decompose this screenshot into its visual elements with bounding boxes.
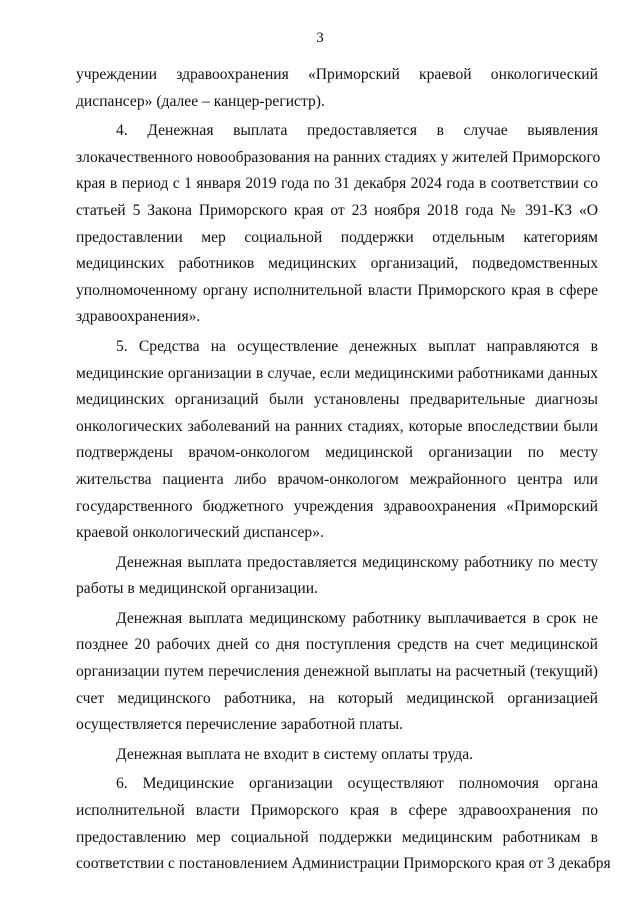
text-line: медицинские организации в случае, если медицинскими работниками данных — [76, 364, 598, 382]
text-line: краевой онкологический диспансер». — [76, 524, 324, 542]
text-line: онкологических заболеваний на ранних стадиях, которые впоследствии были — [76, 417, 598, 435]
text-line: осуществляется перечисление заработной платы. — [76, 716, 404, 734]
text-line: медицинских организаций были установлены предварительные диагнозы — [76, 391, 598, 409]
text-line: медицинских работников медицинских организаций, подведомственных — [76, 255, 598, 273]
text-line: подтверждены врачом-онкологом медицинской организации по месту — [76, 444, 598, 462]
text-line: исполнительной власти Приморского края в сфере здравоохранения по — [76, 802, 598, 820]
text-line: Денежная выплата предоставляется медицинскому работнику по месту — [116, 553, 598, 571]
text-line: государственного бюджетного учреждения здравоохранения «Приморский — [76, 497, 598, 515]
text-line: уполномоченному органу исполнительной власти Приморского края в сфере — [76, 281, 598, 299]
paragraph — [76, 334, 598, 547]
paragraph — [76, 550, 598, 603]
text-line: диспансер» (далее – канцер-регистр). — [76, 92, 325, 110]
text-line: соответствии с постановлением Администрации Приморского края от 3 декабря — [76, 855, 611, 873]
text-line: 5. Средства на осуществление денежных выплат направляются в — [116, 337, 598, 355]
paragraph — [76, 606, 598, 739]
paragraph — [76, 62, 598, 115]
document-body — [76, 62, 611, 878]
text-line: Денежная выплата не входит в систему оплаты труда. — [116, 745, 474, 763]
text-line: 4. Денежная выплата предоставляется в случае выявления — [116, 122, 598, 140]
text-line: края в период с 1 января 2019 года по 31 декабря 2024 года в соответствии со — [76, 175, 598, 193]
page-number: 3 — [316, 30, 324, 46]
text-line: предоставлению мер социальной поддержки медицинским работникам в — [76, 828, 598, 846]
text-line: работы в медицинской организации. — [76, 580, 318, 598]
text-line: 6. Медицинские организации осуществляют полномочия органа — [116, 775, 598, 793]
text-line: учреждении здравоохранения «Приморский краевой онкологический — [76, 66, 598, 83]
paragraph — [76, 118, 601, 331]
text-line: организации путем перечисления денежной выплаты на расчетный (текущий) — [76, 663, 598, 681]
text-line: Денежная выплата медицинскому работнику выплачивается в срок не — [116, 609, 598, 627]
text-line: жительства пациента либо врачом-онкологом межрайонного центра или — [76, 470, 598, 488]
text-line: статьей 5 Закона Приморского края от 23 ноября 2018 года № 391-КЗ «О — [76, 201, 598, 219]
text-line: предоставлении мер социальной поддержки отдельным категориям — [76, 228, 598, 246]
paragraph — [76, 742, 598, 769]
text-line: счет медицинского работника, на который медицинской организацией — [76, 689, 598, 707]
text-line: злокачественного новообразования на ранних стадиях у жителей Приморского — [76, 148, 601, 166]
paragraph — [76, 771, 611, 877]
text-line: здравоохранения». — [76, 308, 201, 326]
text-line: позднее 20 рабочих дней со дня поступления средств на счет медицинской — [76, 636, 598, 654]
